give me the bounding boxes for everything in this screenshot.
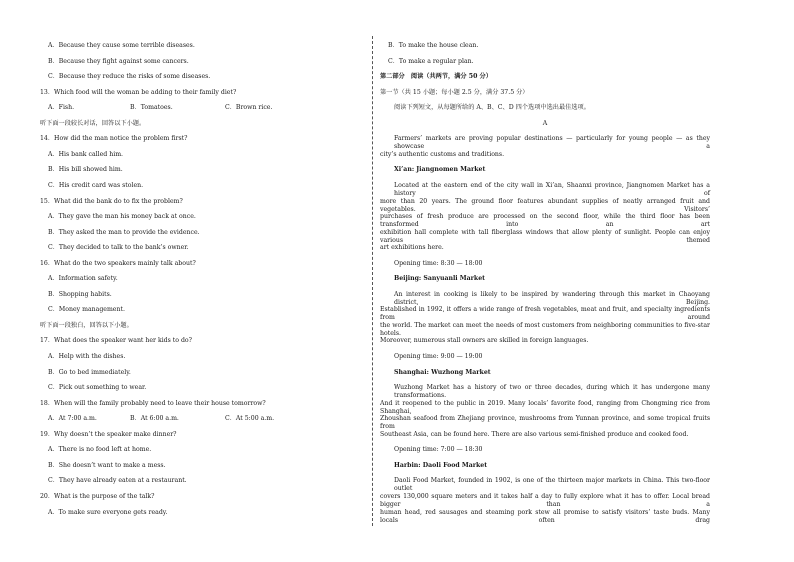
answer-option: C．Pick out something to wear. — [48, 384, 147, 392]
answer-option: B．They asked the man to provide the evidence. — [48, 228, 200, 236]
passage-line: Located at the eastern end of the city wall in Xi’an, Shaanxi province, Jiangnomen Market has a history of — [394, 181, 710, 197]
passage-line: Moreover, numerous stall owners are skilled in foreign languages. — [380, 337, 589, 345]
answer-option: B．Tomatoes. — [130, 104, 173, 112]
answer-option: A．Information safety. — [48, 275, 118, 283]
answer-option: B．Because they fight against some cancers. — [48, 57, 189, 65]
question-line: 听下面一段独白，回答以下小题。 — [40, 321, 133, 329]
answer-option: C．His credit card was stolen. — [48, 181, 144, 189]
answer-option: C．Because they reduce the risks of some diseases. — [48, 73, 211, 81]
question-line: 听下面一段较长对话，回答以下小题。 — [40, 119, 146, 127]
passage-line: Daoli Food Market, founded in 1902, is one of the thirteen major markets in China. This two-floor outlet — [394, 477, 710, 493]
passage-line: B．To make the house clean. — [388, 42, 479, 49]
answer-option: B．Go to bed immediately. — [48, 368, 131, 376]
answer-option: B．At 6:00 a.m. — [130, 415, 179, 423]
question-line: 16．What do the two speakers mainly talk about? — [40, 259, 196, 267]
passage-line: Southeast Asia, can be found here. There are also various semi-finished produce and cooked food. — [380, 430, 689, 438]
answer-option: B．Shopping habits. — [48, 290, 112, 298]
passage-line: Farmers’ markets are proving popular destinations — particularly for young people — as they showcase a — [394, 135, 710, 151]
answer-option: A．Help with the dishes. — [48, 353, 126, 360]
answer-option: B．His bill showed him. — [48, 166, 123, 174]
answer-option: A．Fish. — [48, 104, 75, 112]
passage-line: A — [542, 119, 548, 127]
question-line: 17．What does the speaker want her kids to do? — [40, 337, 192, 345]
passage-line: covers 130,000 square meters and it takes half a day to fully explore what it has to offer. Local bread bigger than a — [380, 492, 710, 508]
answer-option: A．At 7:00 a.m. — [48, 415, 97, 423]
passage-line: Established in 1992, it offers a wide range of fresh vegetables, meat and fruit, and specialty ingredients from around — [380, 306, 710, 322]
section-heading: Harbin: Daoli Food Market — [394, 461, 488, 469]
answer-option: A．To make sure everyone gets ready. — [48, 508, 168, 516]
passage-line: exhibition hall complete with tall fiberglass windows that allow plenty of sunlight. People can enjoy various themed — [380, 228, 710, 244]
question-line: 19．Why doesn’t the speaker make dinner? — [40, 430, 177, 438]
answer-option: C．They have already eaten at a restaurant. — [48, 477, 187, 485]
question-line: 13．Which food will the woman be adding to their family diet? — [40, 88, 237, 96]
question-line: 20．What is the purpose of the talk? — [40, 492, 155, 500]
question-line: 15．What did the bank do to fix the problem? — [40, 197, 183, 205]
answer-option: C．They decided to talk to the bank’s owner. — [48, 244, 189, 252]
answer-option: C．Brown rice. — [225, 104, 273, 112]
passage-line: art exhibitions here. — [380, 244, 444, 252]
question-line: 14．How did the man notice the problem first? — [40, 135, 188, 143]
answer-option: A．Because they cause some terrible diseases. — [48, 42, 195, 49]
passage-line: 第一节（共 15 小题；每小题 2.5 分，满分 37.5 分） — [380, 88, 529, 96]
answer-option: A．They gave the man his money back at once. — [48, 213, 196, 221]
passage-line: Zhoushan seafood from Zhejiang province, mushrooms from Yunnan province, and some tropical fruits from — [380, 415, 710, 431]
passage-line: city’s authentic customs and traditions. — [380, 150, 505, 158]
answer-option: A．His bank called him. — [48, 150, 124, 158]
passage-line: C．To make a regular plan. — [388, 57, 474, 65]
section-heading: 第二部分 阅读（共两节，满分 50 分） — [380, 73, 492, 81]
passage-line: And it reopened to the public in 2019. Many locals’ favorite food, ranging from Chongming rice from Shanghai, — [380, 399, 710, 415]
answer-option: A．There is no food left at home. — [48, 446, 152, 454]
answer-option: C．At 5:00 a.m. — [225, 415, 275, 423]
passage-line: Wuzhong Market has a history of two or three decades, during which it has undergone many transformations. — [394, 384, 710, 400]
passage-line: Opening time: 7:00 — 18:30 — [394, 446, 483, 454]
passage-line: purchases of fresh produce are processed on the second floor, while the third floor has been transformed into an art — [380, 213, 710, 229]
section-heading: Xi’an: Jiangnomen Market — [394, 166, 486, 174]
answer-option: C．Money management. — [48, 306, 125, 314]
answer-option: B．She doesn’t want to make a mess. — [48, 461, 166, 469]
passage-line: Opening time: 9:00 — 19:00 — [394, 353, 483, 360]
passage-line: 阅读下列短文，从每题所给的 A、B、C、D 四个选项中选出最佳选项。 — [394, 104, 590, 112]
section-heading: Shanghai: Wuzhong Market — [394, 368, 491, 376]
section-heading: Beijing: Sanyuanli Market — [394, 275, 486, 283]
passage-line: An interest in cooking is likely to be inspired by wandering through this market in Chaoyang district, Beijing. — [394, 290, 710, 306]
question-line: 18．When will the family probably need to leave their house tomorrow? — [40, 399, 266, 407]
passage-line: the world. The market can meet the needs of most customers from neighboring communities to five-star hotels. — [380, 321, 710, 337]
passage-line: human head, red sausages and steaming pork stew all promise to satisfy visitors’ taste buds. Many locals often drag — [380, 508, 710, 524]
column-divider — [372, 36, 373, 526]
passage-line: Opening time: 8:30 — 18:00 — [394, 259, 483, 267]
passage-line: more than 20 years. The ground floor features abundant supplies of neatly arranged fruit and vegetables. Visitors’ — [380, 197, 710, 213]
